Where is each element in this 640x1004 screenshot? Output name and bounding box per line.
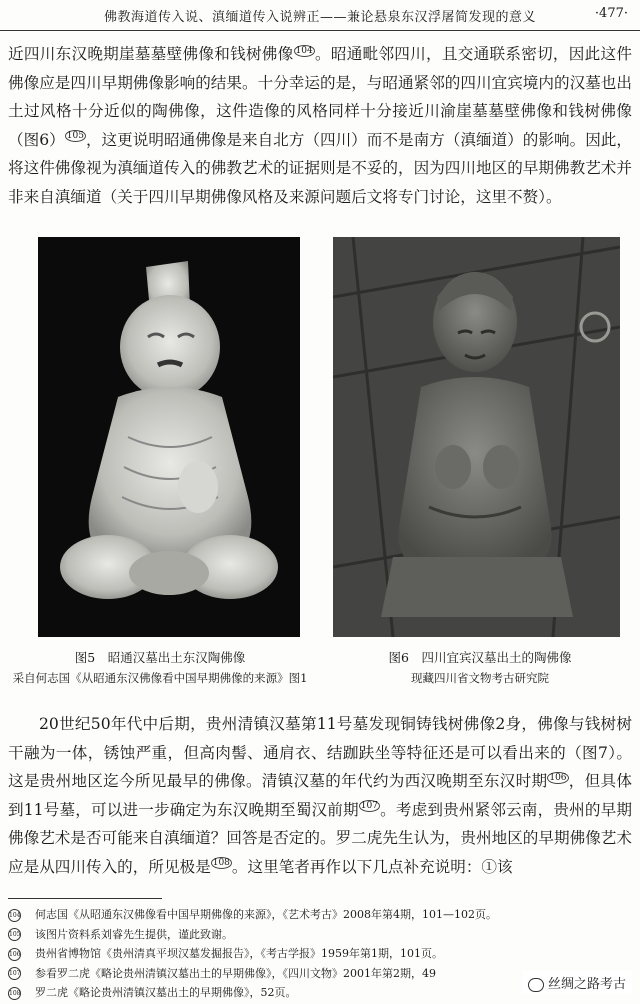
clay-buddha-photo-yibin	[333, 237, 620, 637]
page-number: ·477·	[594, 6, 628, 21]
p2-text-d: 。这里笔者再作以下几点补充说明：①该	[231, 857, 513, 876]
footnote-item	[8, 905, 632, 925]
footnote-item	[8, 925, 632, 945]
body-paragraph-1	[8, 40, 632, 211]
footnote-ref[interactable]: 104	[295, 45, 313, 56]
footnote-mark: 107	[8, 967, 21, 980]
p1-text-c: ，这更说明昭通佛像是来自北方（四川）而不是南方（滇缅道）的影响。因此，将这件佛像视为滇缅道传入的佛教艺术的证据则是不妥的，因为四川地区的早期佛教艺术并非来自滇缅道（关于四川早期佛像风格及来源问题后文将专门讨论，这里不赘）。	[8, 130, 632, 206]
footnote-mark: 106	[8, 948, 21, 961]
running-header	[0, 0, 640, 31]
figure-5-photo	[38, 237, 300, 637]
p2-text-a: 20世纪50年代中后期，贵州清镇汉墓第11号墓发现铜铸钱树佛像2身，佛像与钱树树干融为一体，锈蚀严重，但高肉髻、通肩衣、结跏趺坐等特征还是可以看出来的（图7）。这是贵州地区迄今所见最早的佛像。清镇汉墓的年代约为西汉晚期至东汉时期	[8, 715, 632, 790]
figure-6-source: 现藏四川省文物考古研究院	[411, 671, 549, 685]
body-paragraph-2	[8, 710, 632, 881]
watermark-text: 丝绸之路考古	[547, 977, 626, 992]
footnote-mark: 105	[8, 928, 21, 941]
p1-text-a: 近四川东汉晚期崖墓墓壁佛像和钱树佛像	[8, 45, 294, 63]
footnote-text: 该图片资料系刘睿先生提供，谨此致谢。	[35, 927, 233, 941]
footnote-ref[interactable]: 105	[66, 131, 84, 142]
footnote-text: 参看罗二虎《略论贵州清镇汉墓出土的早期佛像》，《四川文物》2001年第2期，49	[35, 966, 436, 980]
footnote-item	[8, 944, 632, 964]
p2-text-c: 。考虑到贵州紧邻云南，贵州的早期佛像艺术是否可能来自滇缅道？回答是否定的。罗二虎先生认为，贵州地区的早期佛像艺术应是从四川传入的，所见极是	[8, 800, 632, 876]
running-title: 佛教海道传入说、滇缅道传入说辨正——兼论悬泉东汉浮屠简发现的意义	[103, 10, 536, 25]
p2-text-b: ，但具体到11号墓，可以进一步确定为东汉晚期至蜀汉前期	[8, 772, 632, 819]
figure-6-photo	[333, 237, 620, 637]
figure-5-source: 采自何志国《从昭通东汉佛像看中国早期佛像的来源》图1	[12, 671, 308, 685]
footnote-text: 罗二虎《略论贵州清镇汉墓出土的早期佛像》，52页。	[35, 986, 297, 999]
footnote-ref[interactable]: 108	[212, 858, 230, 869]
footnote-ref[interactable]: 106	[549, 772, 567, 783]
footnote-text: 何志国《从昭通东汉佛像看中国早期佛像的来源》，《艺术考古》2008年第4期，101—102页。	[35, 908, 497, 921]
footnote-ref[interactable]: 107	[360, 801, 378, 812]
wechat-icon	[528, 978, 544, 992]
p1-text-b: 。昭通毗邻四川，且交通联系密切，因此这件佛像应是四川早期佛像影响的结果。十分幸运的是，与昭通紧邻的四川宜宾境内的汉墓也出土过风格十分近似的陶佛像，这件造像的风格同样十分接近川渝崖墓墓壁佛像和钱树佛像（图6）	[8, 45, 632, 149]
statue-image	[333, 237, 620, 637]
figure-5-title: 图5 昭通汉墓出土东汉陶佛像	[74, 650, 246, 665]
figure-6-caption	[320, 648, 640, 688]
footnote-divider	[8, 898, 162, 899]
figure-6-title: 图6 四川宜宾汉墓出土的陶佛像	[388, 650, 572, 665]
footnote-text: 贵州省博物馆《贵州清真平坝汉墓发掘报告》，《考古学报》1959年第1期，101页。	[35, 947, 443, 960]
footnote-mark: 104	[8, 909, 21, 922]
watermark	[522, 971, 632, 994]
footnote-mark: 108	[8, 987, 21, 1000]
figure-5-caption	[0, 648, 320, 688]
clay-buddha-photo-zhaotong	[38, 237, 300, 637]
statue-image	[38, 237, 300, 637]
